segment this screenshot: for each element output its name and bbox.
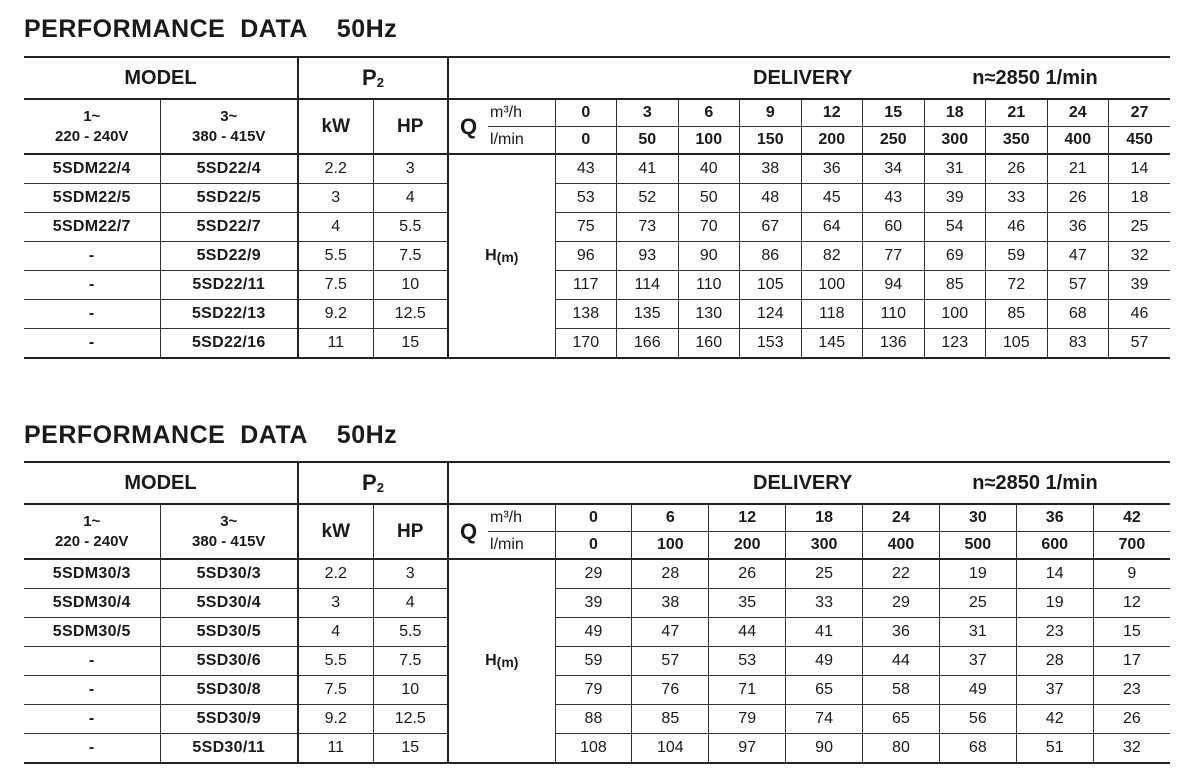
power-hp: 7.5 <box>373 242 448 271</box>
three-phase-model: 5SD22/5 <box>160 184 298 213</box>
head-value: 57 <box>1109 329 1171 359</box>
head-value: 77 <box>863 242 925 271</box>
flow-lmin-value: 100 <box>678 127 740 155</box>
head-value: 74 <box>786 705 863 734</box>
head-value: 28 <box>1016 647 1093 676</box>
section-title: PERFORMANCE DATA 50Hz <box>24 15 398 43</box>
single-phase-model: 5SDM22/4 <box>24 154 160 184</box>
power-kw: 2.2 <box>298 154 373 184</box>
single-phase-model: - <box>24 242 160 271</box>
performance-table <box>24 56 1170 359</box>
p2-header <box>298 462 448 504</box>
head-value: 124 <box>740 300 802 329</box>
head-symbol: H <box>485 247 497 264</box>
three-phase-model: 5SD30/9 <box>160 705 298 734</box>
head-value: 22 <box>863 559 940 589</box>
speed-label: n≈2850 1/min <box>972 471 1098 494</box>
p2-label: P <box>362 65 377 90</box>
head-value: 48 <box>740 184 802 213</box>
head-value: 25 <box>939 589 1016 618</box>
head-value: 37 <box>939 647 1016 676</box>
three-phase-model: 5SD30/3 <box>160 559 298 589</box>
flow-unit-m3h: m³/h <box>488 99 555 127</box>
head-value: 15 <box>1093 618 1170 647</box>
flow-m3h-value: 36 <box>1016 504 1093 532</box>
head-value: 53 <box>555 184 617 213</box>
head-value: 166 <box>617 329 679 359</box>
head-value: 49 <box>786 647 863 676</box>
head-value: 23 <box>1093 676 1170 705</box>
head-unit: (m) <box>496 249 519 265</box>
head-value: 56 <box>939 705 1016 734</box>
head-value: 37 <box>1016 676 1093 705</box>
head-value: 82 <box>801 242 863 271</box>
power-hp: 15 <box>373 734 448 764</box>
delivery-label: DELIVERY <box>753 66 853 89</box>
kw-header: kW <box>298 99 373 154</box>
head-value: 170 <box>555 329 617 359</box>
kw-header: kW <box>298 504 373 559</box>
head-value: 83 <box>1047 329 1109 359</box>
head-value: 46 <box>1109 300 1171 329</box>
three-phase-model: 5SD30/6 <box>160 647 298 676</box>
head-value: 105 <box>986 329 1048 359</box>
power-kw: 7.5 <box>298 271 373 300</box>
head-value: 96 <box>555 242 617 271</box>
head-value: 79 <box>709 705 786 734</box>
head-value: 47 <box>632 618 709 647</box>
head-value: 110 <box>678 271 740 300</box>
delivery-header <box>448 57 1170 99</box>
head-value: 69 <box>924 242 986 271</box>
head-value: 50 <box>678 184 740 213</box>
flow-lmin-value: 50 <box>617 127 679 155</box>
power-hp: 12.5 <box>373 705 448 734</box>
head-value: 39 <box>1109 271 1171 300</box>
head-value: 57 <box>632 647 709 676</box>
table-row <box>24 647 1170 676</box>
head-value: 153 <box>740 329 802 359</box>
three-phase-model: 5SD30/11 <box>160 734 298 764</box>
flow-lmin-value: 150 <box>740 127 802 155</box>
three-phase-model: 5SD22/13 <box>160 300 298 329</box>
head-value: 9 <box>1093 559 1170 589</box>
head-value: 32 <box>1109 242 1171 271</box>
single-phase-model: - <box>24 676 160 705</box>
head-value: 31 <box>939 618 1016 647</box>
power-hp: 4 <box>373 589 448 618</box>
section-title: PERFORMANCE DATA 50Hz <box>24 421 398 449</box>
power-kw: 9.2 <box>298 300 373 329</box>
head-value: 36 <box>863 618 940 647</box>
head-value: 70 <box>678 213 740 242</box>
power-hp: 12.5 <box>373 300 448 329</box>
flow-m3h-value: 9 <box>740 99 802 127</box>
head-value: 49 <box>939 676 1016 705</box>
power-kw: 3 <box>298 184 373 213</box>
hp-header: HP <box>373 99 448 154</box>
head-value: 39 <box>555 589 632 618</box>
head-value: 88 <box>555 705 632 734</box>
flow-m3h-value: 12 <box>801 99 863 127</box>
head-value: 123 <box>924 329 986 359</box>
single-phase-symbol: 1~ <box>83 512 101 530</box>
head-value: 90 <box>786 734 863 764</box>
single-phase-voltage: 220 - 240V <box>55 127 129 145</box>
head-value: 19 <box>939 559 1016 589</box>
three-phase-header <box>160 504 298 559</box>
flow-m3h-value: 18 <box>786 504 863 532</box>
head-value: 145 <box>801 329 863 359</box>
head-value: 26 <box>709 559 786 589</box>
flow-lmin-value: 300 <box>924 127 986 155</box>
head-value: 94 <box>863 271 925 300</box>
flow-lmin-value: 100 <box>632 532 709 560</box>
three-phase-model: 5SD22/9 <box>160 242 298 271</box>
head-value: 44 <box>709 618 786 647</box>
flow-lmin-value: 200 <box>709 532 786 560</box>
three-phase-voltage: 380 - 415V <box>192 127 266 145</box>
head-value: 118 <box>801 300 863 329</box>
power-hp: 3 <box>373 559 448 589</box>
three-phase-model: 5SD22/7 <box>160 213 298 242</box>
head-value: 71 <box>709 676 786 705</box>
head-value: 26 <box>986 154 1048 184</box>
flow-unit-lmin: l/min <box>488 532 555 560</box>
flow-m3h-value: 30 <box>939 504 1016 532</box>
head-value: 68 <box>1047 300 1109 329</box>
flow-m3h-value: 27 <box>1109 99 1171 127</box>
power-hp: 15 <box>373 329 448 359</box>
three-phase-symbol: 3~ <box>220 512 238 530</box>
three-phase-model: 5SD30/8 <box>160 676 298 705</box>
head-value: 26 <box>1093 705 1170 734</box>
head-value: 51 <box>1016 734 1093 764</box>
head-value: 130 <box>678 300 740 329</box>
flow-m3h-value: 0 <box>555 504 632 532</box>
flow-m3h-value: 0 <box>555 99 617 127</box>
three-phase-header <box>160 99 298 154</box>
flow-m3h-value: 21 <box>986 99 1048 127</box>
power-hp: 10 <box>373 676 448 705</box>
flow-lmin-value: 500 <box>939 532 1016 560</box>
head-value: 33 <box>986 184 1048 213</box>
head-value: 33 <box>786 589 863 618</box>
head-value: 60 <box>863 213 925 242</box>
head-value: 34 <box>863 154 925 184</box>
table-row <box>24 300 1170 329</box>
head-value: 110 <box>863 300 925 329</box>
head-value: 100 <box>801 271 863 300</box>
table-row <box>24 676 1170 705</box>
table-row <box>24 589 1170 618</box>
head-value: 85 <box>924 271 986 300</box>
flow-lmin-value: 400 <box>1047 127 1109 155</box>
table-row <box>24 242 1170 271</box>
flow-lmin-value: 0 <box>555 127 617 155</box>
power-kw: 5.5 <box>298 242 373 271</box>
head-value: 29 <box>555 559 632 589</box>
head-value: 138 <box>555 300 617 329</box>
head-value: 85 <box>986 300 1048 329</box>
p2-label: P <box>362 470 377 495</box>
power-hp: 4 <box>373 184 448 213</box>
model-header: MODEL <box>24 462 298 504</box>
flow-m3h-value: 24 <box>863 504 940 532</box>
flow-m3h-value: 15 <box>863 99 925 127</box>
single-phase-model: - <box>24 271 160 300</box>
head-value: 65 <box>863 705 940 734</box>
head-value: 59 <box>986 242 1048 271</box>
flow-m3h-value: 18 <box>924 99 986 127</box>
single-phase-model: 5SDM22/5 <box>24 184 160 213</box>
three-phase-model: 5SD30/4 <box>160 589 298 618</box>
head-value: 52 <box>617 184 679 213</box>
flow-lmin-value: 700 <box>1093 532 1170 560</box>
power-kw: 5.5 <box>298 647 373 676</box>
power-kw: 11 <box>298 734 373 764</box>
flow-m3h-value: 24 <box>1047 99 1109 127</box>
head-value: 25 <box>786 559 863 589</box>
power-kw: 9.2 <box>298 705 373 734</box>
power-kw: 2.2 <box>298 559 373 589</box>
head-value: 14 <box>1109 154 1171 184</box>
head-value: 19 <box>1016 589 1093 618</box>
head-value: 105 <box>740 271 802 300</box>
flow-lmin-value: 400 <box>863 532 940 560</box>
table-row <box>24 705 1170 734</box>
p2-subscript: 2 <box>376 75 384 90</box>
head-value: 43 <box>863 184 925 213</box>
head-value: 58 <box>863 676 940 705</box>
head-value: 28 <box>632 559 709 589</box>
single-phase-symbol: 1~ <box>83 107 101 125</box>
head-value: 135 <box>617 300 679 329</box>
p2-header <box>298 57 448 99</box>
head-value: 64 <box>801 213 863 242</box>
power-hp: 5.5 <box>373 618 448 647</box>
head-value: 26 <box>1047 184 1109 213</box>
flow-m3h-value: 6 <box>632 504 709 532</box>
head-unit: (m) <box>496 654 519 670</box>
single-phase-model: 5SDM30/5 <box>24 618 160 647</box>
head-label <box>448 559 555 763</box>
three-phase-symbol: 3~ <box>220 107 238 125</box>
delivery-header <box>448 462 1170 504</box>
head-value: 136 <box>863 329 925 359</box>
table-row <box>24 559 1170 589</box>
head-value: 42 <box>1016 705 1093 734</box>
head-value: 46 <box>986 213 1048 242</box>
head-value: 160 <box>678 329 740 359</box>
q-label: Q <box>448 99 488 154</box>
head-value: 38 <box>632 589 709 618</box>
power-kw: 4 <box>298 213 373 242</box>
three-phase-model: 5SD22/16 <box>160 329 298 359</box>
head-value: 76 <box>632 676 709 705</box>
flow-unit-lmin: l/min <box>488 127 555 155</box>
p2-subscript: 2 <box>376 480 384 495</box>
head-value: 108 <box>555 734 632 764</box>
flow-lmin-value: 200 <box>801 127 863 155</box>
head-value: 41 <box>617 154 679 184</box>
head-value: 57 <box>1047 271 1109 300</box>
power-hp: 5.5 <box>373 213 448 242</box>
head-value: 75 <box>555 213 617 242</box>
table-row <box>24 271 1170 300</box>
hp-header: HP <box>373 504 448 559</box>
head-value: 39 <box>924 184 986 213</box>
table-row <box>24 734 1170 764</box>
head-label <box>448 154 555 358</box>
head-value: 35 <box>709 589 786 618</box>
q-label: Q <box>448 504 488 559</box>
flow-lmin-value: 0 <box>555 532 632 560</box>
head-value: 43 <box>555 154 617 184</box>
head-value: 12 <box>1093 589 1170 618</box>
head-value: 97 <box>709 734 786 764</box>
power-kw: 7.5 <box>298 676 373 705</box>
head-value: 65 <box>786 676 863 705</box>
power-hp: 7.5 <box>373 647 448 676</box>
flow-unit-m3h: m³/h <box>488 504 555 532</box>
single-phase-model: 5SDM30/3 <box>24 559 160 589</box>
head-value: 100 <box>924 300 986 329</box>
three-phase-model: 5SD22/11 <box>160 271 298 300</box>
single-phase-header <box>24 99 160 154</box>
three-phase-model: 5SD30/5 <box>160 618 298 647</box>
head-value: 25 <box>1109 213 1171 242</box>
head-value: 117 <box>555 271 617 300</box>
head-value: 93 <box>617 242 679 271</box>
single-phase-model: - <box>24 300 160 329</box>
single-phase-voltage: 220 - 240V <box>55 532 129 550</box>
head-value: 68 <box>939 734 1016 764</box>
flow-m3h-value: 3 <box>617 99 679 127</box>
three-phase-model: 5SD22/4 <box>160 154 298 184</box>
head-value: 53 <box>709 647 786 676</box>
head-value: 86 <box>740 242 802 271</box>
delivery-label: DELIVERY <box>753 471 853 494</box>
head-value: 17 <box>1093 647 1170 676</box>
head-value: 29 <box>863 589 940 618</box>
flow-lmin-value: 300 <box>786 532 863 560</box>
head-value: 41 <box>786 618 863 647</box>
flow-lmin-value: 350 <box>986 127 1048 155</box>
table-row <box>24 184 1170 213</box>
power-kw: 4 <box>298 618 373 647</box>
head-value: 49 <box>555 618 632 647</box>
flow-m3h-value: 42 <box>1093 504 1170 532</box>
head-value: 80 <box>863 734 940 764</box>
head-value: 31 <box>924 154 986 184</box>
single-phase-model: 5SDM22/7 <box>24 213 160 242</box>
flow-lmin-value: 600 <box>1016 532 1093 560</box>
head-value: 73 <box>617 213 679 242</box>
head-value: 79 <box>555 676 632 705</box>
head-value: 14 <box>1016 559 1093 589</box>
power-hp: 3 <box>373 154 448 184</box>
head-symbol: H <box>485 652 497 669</box>
single-phase-model: - <box>24 647 160 676</box>
model-header: MODEL <box>24 57 298 99</box>
head-value: 23 <box>1016 618 1093 647</box>
head-value: 38 <box>740 154 802 184</box>
single-phase-model: 5SDM30/4 <box>24 589 160 618</box>
single-phase-header <box>24 504 160 559</box>
table-row <box>24 618 1170 647</box>
head-value: 67 <box>740 213 802 242</box>
table-row <box>24 329 1170 359</box>
power-hp: 10 <box>373 271 448 300</box>
flow-m3h-value: 12 <box>709 504 786 532</box>
head-value: 47 <box>1047 242 1109 271</box>
three-phase-voltage: 380 - 415V <box>192 532 266 550</box>
performance-table <box>24 461 1170 764</box>
flow-lmin-value: 250 <box>863 127 925 155</box>
single-phase-model: - <box>24 734 160 764</box>
head-value: 18 <box>1109 184 1171 213</box>
power-kw: 3 <box>298 589 373 618</box>
single-phase-model: - <box>24 329 160 359</box>
head-value: 72 <box>986 271 1048 300</box>
head-value: 36 <box>801 154 863 184</box>
speed-label: n≈2850 1/min <box>972 66 1098 89</box>
head-value: 40 <box>678 154 740 184</box>
head-value: 21 <box>1047 154 1109 184</box>
head-value: 45 <box>801 184 863 213</box>
flow-lmin-value: 450 <box>1109 127 1171 155</box>
head-value: 32 <box>1093 734 1170 764</box>
flow-m3h-value: 6 <box>678 99 740 127</box>
single-phase-model: - <box>24 705 160 734</box>
head-value: 44 <box>863 647 940 676</box>
head-value: 36 <box>1047 213 1109 242</box>
head-value: 104 <box>632 734 709 764</box>
table-row <box>24 213 1170 242</box>
head-value: 114 <box>617 271 679 300</box>
power-kw: 11 <box>298 329 373 359</box>
head-value: 54 <box>924 213 986 242</box>
head-value: 90 <box>678 242 740 271</box>
head-value: 85 <box>632 705 709 734</box>
table-row <box>24 154 1170 184</box>
head-value: 59 <box>555 647 632 676</box>
